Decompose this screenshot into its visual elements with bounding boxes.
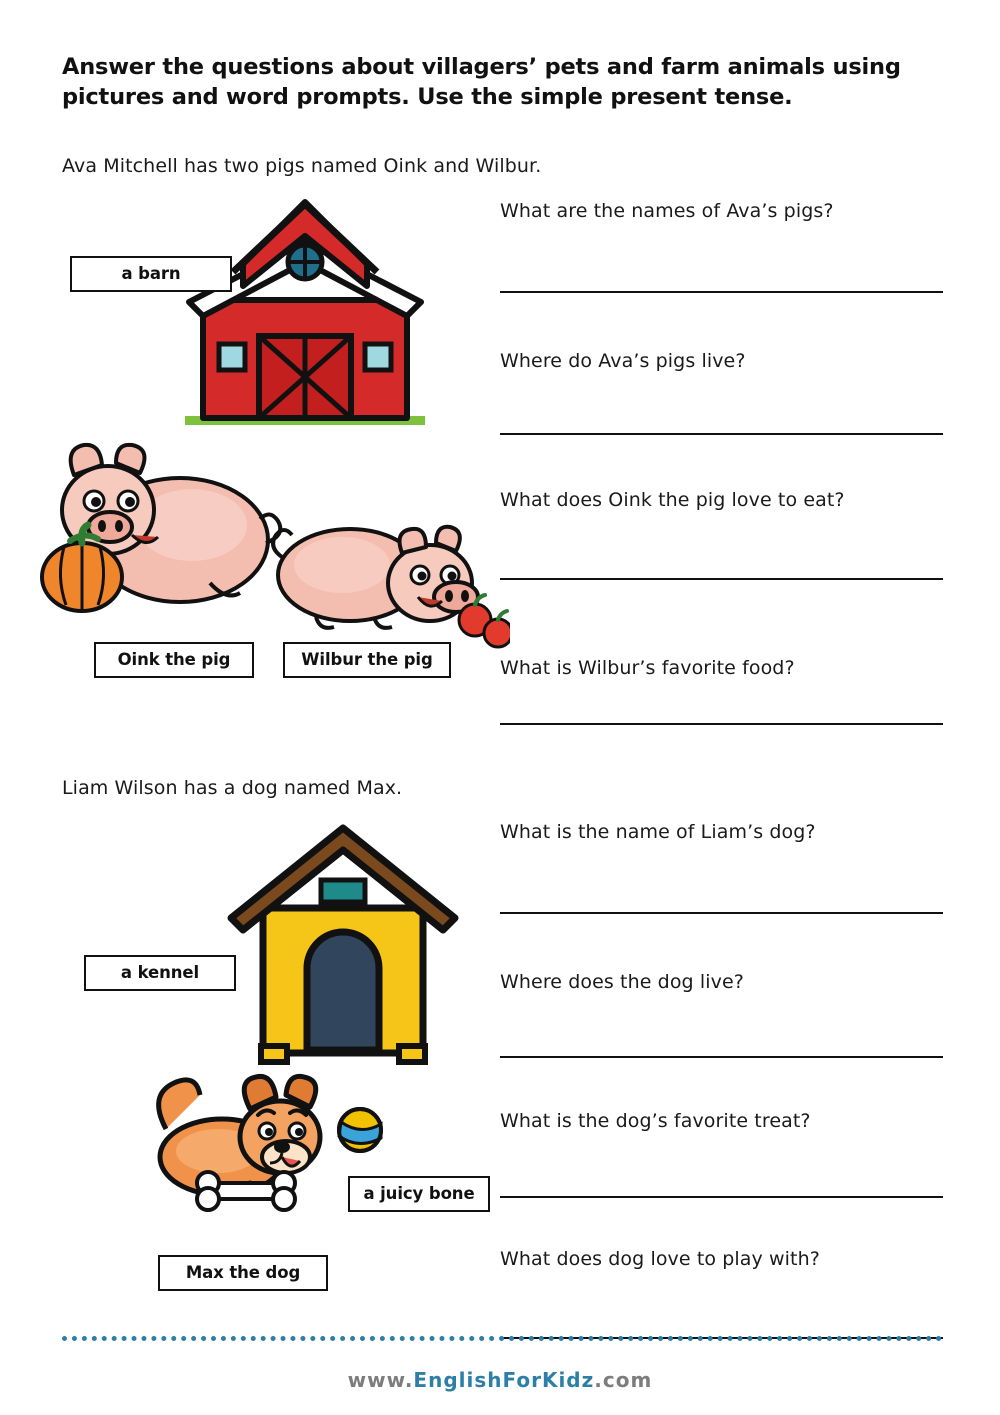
barn-illustration <box>155 190 455 440</box>
answer-line-pigs-1[interactable] <box>500 291 943 293</box>
pig-with-pumpkin-illustration <box>40 425 290 625</box>
footer-divider <box>62 1336 942 1342</box>
label-a-juicy-bone: a juicy bone <box>348 1176 490 1212</box>
answer-line-dog-1[interactable] <box>500 912 943 914</box>
question-pigs-2: Where do Ava’s pigs live? <box>500 350 746 372</box>
section-dog-intro: Liam Wilson has a dog named Max. <box>62 777 403 799</box>
question-dog-1: What is the name of Liam’s dog? <box>500 821 816 843</box>
answer-line-pigs-3[interactable] <box>500 578 943 580</box>
label-a-barn: a barn <box>70 256 232 292</box>
answer-line-dog-3[interactable] <box>500 1196 943 1198</box>
footer-brand: EnglishForKidz <box>413 1368 595 1392</box>
question-dog-3: What is the dog’s favorite treat? <box>500 1110 811 1132</box>
label-a-kennel: a kennel <box>84 955 236 991</box>
question-pigs-4: What is Wilbur’s favorite food? <box>500 657 795 679</box>
question-pigs-1: What are the names of Ava’s pigs? <box>500 200 834 222</box>
label-wilbur-the-pig: Wilbur the pig <box>283 642 451 678</box>
answer-line-pigs-4[interactable] <box>500 723 943 725</box>
question-pigs-3: What does Oink the pig love to eat? <box>500 489 845 511</box>
page-title: Answer the questions about villagers’ pets and farm animals using pictures and word prompts. Use the simple present tense. <box>62 54 901 111</box>
question-dog-4: What does dog love to play with? <box>500 1248 820 1270</box>
footer-suffix: .com <box>594 1368 653 1392</box>
footer-website <box>0 1368 1000 1392</box>
label-max-the-dog: Max the dog <box>158 1255 328 1291</box>
ball-illustration <box>334 1104 386 1156</box>
section-pigs-intro: Ava Mitchell has two pigs named Oink and Wilbur. <box>62 155 542 177</box>
label-oink-the-pig: Oink the pig <box>94 642 254 678</box>
footer-prefix: www. <box>347 1368 414 1392</box>
answer-line-dog-2[interactable] <box>500 1056 943 1058</box>
answer-line-pigs-2[interactable] <box>500 433 943 435</box>
kennel-illustration <box>215 818 485 1068</box>
question-dog-2: Where does the dog live? <box>500 971 744 993</box>
pig-with-apples-illustration <box>270 495 510 650</box>
